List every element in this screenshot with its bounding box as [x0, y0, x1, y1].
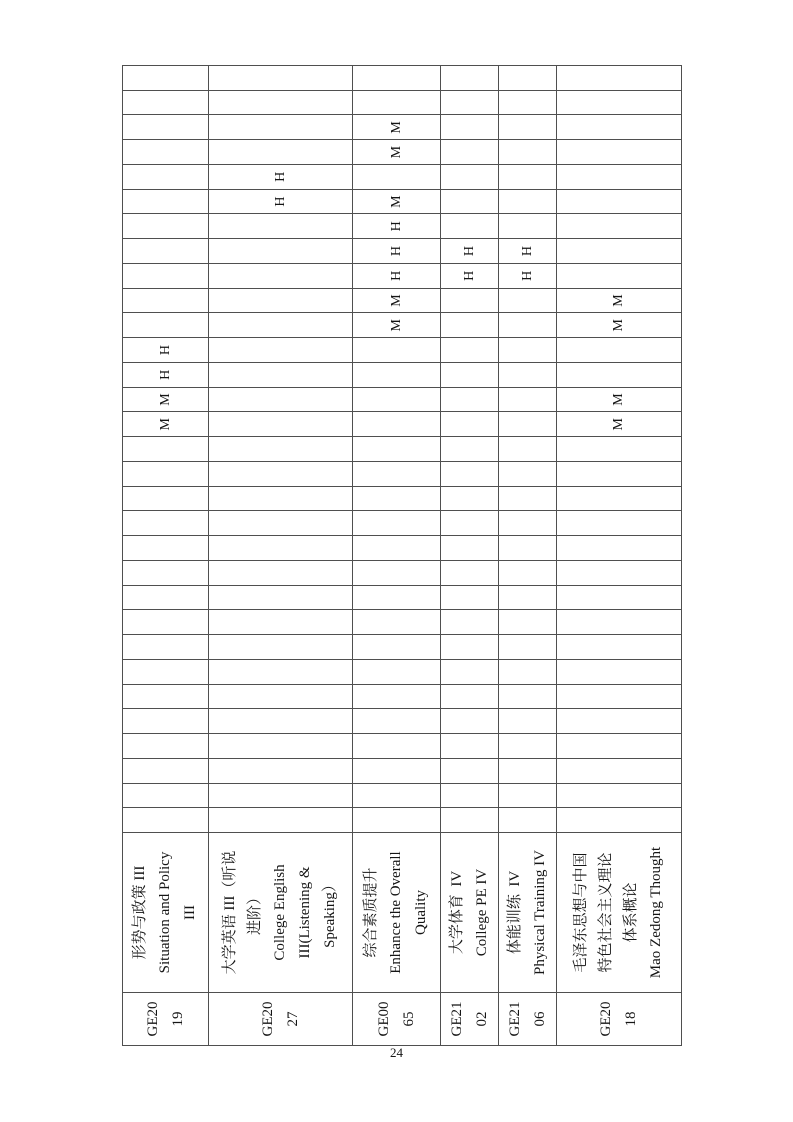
matrix-empty-cell — [499, 436, 557, 461]
course-name-line: 毛泽东思想与中国 — [573, 852, 589, 973]
matrix-mark-cell: H — [499, 238, 557, 263]
matrix-empty-cell — [209, 708, 353, 733]
matrix-empty-cell — [557, 337, 682, 362]
matrix-empty-cell — [557, 362, 682, 387]
matrix-empty-cell — [499, 783, 557, 808]
matrix-empty-cell — [557, 560, 682, 585]
matrix-empty-cell — [353, 461, 441, 486]
matrix-empty-cell — [499, 337, 557, 362]
matrix-empty-cell — [499, 213, 557, 238]
course-code-line: 02 — [473, 1011, 490, 1027]
matrix-empty-cell — [209, 288, 353, 313]
matrix-empty-cell — [499, 486, 557, 511]
matrix-empty-cell — [353, 560, 441, 585]
matrix-empty-cell — [441, 213, 499, 238]
matrix-empty-cell — [209, 263, 353, 288]
matrix-empty-cell — [557, 807, 682, 832]
matrix-empty-cell — [123, 486, 209, 511]
course-name-line: III(Listening & — [297, 866, 313, 959]
curriculum-table — [122, 65, 682, 1046]
course-code-line: 27 — [284, 1011, 301, 1027]
matrix-empty-cell — [499, 659, 557, 684]
matrix-empty-cell — [557, 535, 682, 560]
matrix-empty-cell — [557, 659, 682, 684]
course-name-line: 特色社会主义理论 — [598, 852, 614, 973]
matrix-empty-cell — [123, 634, 209, 659]
matrix-empty-cell — [209, 684, 353, 709]
course-name-line: 综合素质提升 — [363, 867, 379, 958]
matrix-empty-cell — [209, 387, 353, 412]
matrix-empty-cell — [441, 114, 499, 139]
matrix-empty-cell — [353, 708, 441, 733]
matrix-empty-cell — [441, 65, 499, 90]
matrix-empty-cell — [209, 634, 353, 659]
matrix-empty-cell — [499, 634, 557, 659]
matrix-empty-cell — [209, 411, 353, 436]
matrix-empty-cell — [557, 708, 682, 733]
matrix-empty-cell — [353, 411, 441, 436]
course-name-line: Quality — [413, 890, 429, 935]
matrix-empty-cell — [557, 114, 682, 139]
matrix-empty-cell — [353, 758, 441, 783]
matrix-empty-cell — [209, 139, 353, 164]
matrix-empty-cell — [353, 387, 441, 412]
matrix-empty-cell — [209, 659, 353, 684]
matrix-empty-cell — [557, 684, 682, 709]
course-code-line: GE21 — [448, 1001, 465, 1037]
matrix-empty-cell — [557, 609, 682, 634]
matrix-empty-cell — [441, 189, 499, 214]
matrix-empty-cell — [123, 164, 209, 189]
matrix-empty-cell — [499, 560, 557, 585]
matrix-empty-cell — [441, 783, 499, 808]
course-name-line: College PE IV — [473, 868, 490, 957]
course-code-line: GE20 — [598, 1001, 614, 1037]
matrix-empty-cell — [123, 114, 209, 139]
matrix-empty-cell — [499, 411, 557, 436]
matrix-empty-cell — [209, 535, 353, 560]
matrix-mark-cell: H — [499, 263, 557, 288]
matrix-mark-cell: H — [123, 337, 209, 362]
matrix-mark-cell: H — [441, 263, 499, 288]
course-name-line: Mao Zedong Thought — [648, 846, 664, 979]
matrix-empty-cell — [123, 807, 209, 832]
matrix-empty-cell — [353, 90, 441, 115]
course-code-cell — [557, 992, 682, 1045]
matrix-empty-cell — [441, 560, 499, 585]
matrix-mark-cell: M — [557, 387, 682, 412]
matrix-empty-cell — [353, 164, 441, 189]
matrix-empty-cell — [123, 461, 209, 486]
matrix-empty-cell — [557, 486, 682, 511]
matrix-empty-cell — [123, 758, 209, 783]
matrix-empty-cell — [209, 436, 353, 461]
matrix-empty-cell — [441, 758, 499, 783]
matrix-empty-cell — [123, 510, 209, 535]
matrix-empty-cell — [353, 659, 441, 684]
matrix-empty-cell — [123, 238, 209, 263]
course-code-cell — [123, 992, 209, 1045]
matrix-mark-cell: H — [209, 164, 353, 189]
course-code-line: GE00 — [375, 1001, 392, 1037]
course-name-line: 进阶） — [247, 890, 263, 936]
course-code-line: 18 — [623, 1011, 639, 1027]
matrix-mark-cell: H — [209, 189, 353, 214]
matrix-empty-cell — [499, 684, 557, 709]
course-name-line: Situation and Policy — [157, 851, 173, 974]
matrix-empty-cell — [557, 634, 682, 659]
course-name-line: III — [182, 905, 198, 920]
matrix-empty-cell — [441, 362, 499, 387]
matrix-empty-cell — [353, 807, 441, 832]
page-number: 24 — [390, 1045, 403, 1060]
matrix-empty-cell — [353, 535, 441, 560]
matrix-empty-cell — [557, 213, 682, 238]
course-code-line: 19 — [169, 1011, 186, 1027]
matrix-empty-cell — [499, 65, 557, 90]
matrix-empty-cell — [353, 486, 441, 511]
matrix-empty-cell — [209, 213, 353, 238]
matrix-empty-cell — [499, 461, 557, 486]
course-name-line: 大学英语 III（听说 — [222, 850, 238, 975]
matrix-empty-cell — [123, 65, 209, 90]
matrix-empty-cell — [123, 783, 209, 808]
matrix-empty-cell — [441, 634, 499, 659]
matrix-empty-cell — [441, 659, 499, 684]
matrix-mark-cell: H — [441, 238, 499, 263]
matrix-empty-cell — [353, 585, 441, 610]
course-name-cell — [557, 832, 682, 992]
matrix-empty-cell — [557, 510, 682, 535]
matrix-empty-cell — [123, 436, 209, 461]
course-name-cell — [353, 832, 441, 992]
matrix-empty-cell — [557, 436, 682, 461]
matrix-mark-cell: M — [557, 288, 682, 313]
matrix-empty-cell — [353, 733, 441, 758]
course-name-cell — [123, 832, 209, 992]
matrix-empty-cell — [209, 585, 353, 610]
matrix-empty-cell — [557, 90, 682, 115]
matrix-empty-cell — [557, 189, 682, 214]
matrix-empty-cell — [353, 609, 441, 634]
matrix-empty-cell — [499, 585, 557, 610]
matrix-empty-cell — [209, 486, 353, 511]
matrix-empty-cell — [209, 609, 353, 634]
matrix-mark-cell: H — [353, 263, 441, 288]
matrix-empty-cell — [123, 708, 209, 733]
matrix-empty-cell — [209, 65, 353, 90]
matrix-empty-cell — [499, 733, 557, 758]
matrix-empty-cell — [353, 783, 441, 808]
matrix-empty-cell — [557, 164, 682, 189]
matrix-empty-cell — [123, 312, 209, 337]
matrix-empty-cell — [209, 733, 353, 758]
matrix-empty-cell — [441, 486, 499, 511]
matrix-mark-cell: M — [557, 312, 682, 337]
course-name-line: 体能训练 IV — [506, 870, 523, 955]
matrix-empty-cell — [123, 189, 209, 214]
matrix-empty-cell — [557, 461, 682, 486]
course-name-line: Speaking） — [322, 877, 338, 948]
matrix-mark-cell: M — [123, 411, 209, 436]
matrix-empty-cell — [441, 139, 499, 164]
matrix-empty-cell — [499, 609, 557, 634]
matrix-empty-cell — [209, 783, 353, 808]
course-name-line: 形势与政策 III — [132, 865, 148, 960]
matrix-mark-cell: M — [353, 189, 441, 214]
matrix-empty-cell — [499, 139, 557, 164]
course-name-line: Physical Training IV — [531, 850, 548, 976]
matrix-mark-cell: M — [353, 288, 441, 313]
matrix-empty-cell — [123, 139, 209, 164]
matrix-empty-cell — [557, 783, 682, 808]
course-code-line: GE21 — [506, 1001, 523, 1037]
matrix-empty-cell — [209, 238, 353, 263]
matrix-empty-cell — [209, 560, 353, 585]
course-code-cell — [353, 992, 441, 1045]
matrix-empty-cell — [499, 90, 557, 115]
matrix-empty-cell — [441, 288, 499, 313]
matrix-empty-cell — [557, 238, 682, 263]
matrix-empty-cell — [499, 387, 557, 412]
matrix-empty-cell — [557, 263, 682, 288]
matrix-empty-cell — [499, 114, 557, 139]
matrix-empty-cell — [499, 362, 557, 387]
matrix-empty-cell — [499, 189, 557, 214]
matrix-empty-cell — [557, 758, 682, 783]
course-name-line: 体系概论 — [623, 882, 639, 943]
matrix-empty-cell — [441, 411, 499, 436]
course-code-line: 06 — [531, 1011, 548, 1027]
matrix-mark-cell: H — [353, 238, 441, 263]
matrix-empty-cell — [441, 535, 499, 560]
course-name-cell — [499, 832, 557, 992]
matrix-empty-cell — [557, 65, 682, 90]
matrix-mark-cell: M — [353, 114, 441, 139]
matrix-empty-cell — [209, 114, 353, 139]
matrix-empty-cell — [209, 510, 353, 535]
matrix-empty-cell — [123, 213, 209, 238]
matrix-empty-cell — [123, 90, 209, 115]
matrix-empty-cell — [209, 758, 353, 783]
matrix-empty-cell — [499, 535, 557, 560]
matrix-empty-cell — [441, 461, 499, 486]
matrix-empty-cell — [557, 733, 682, 758]
matrix-empty-cell — [441, 90, 499, 115]
matrix-empty-cell — [441, 312, 499, 337]
matrix-empty-cell — [499, 708, 557, 733]
course-name-line: 大学体育 IV — [448, 870, 465, 955]
matrix-empty-cell — [499, 288, 557, 313]
matrix-empty-cell — [209, 362, 353, 387]
matrix-empty-cell — [353, 684, 441, 709]
matrix-empty-cell — [499, 164, 557, 189]
course-code-cell — [209, 992, 353, 1045]
matrix-empty-cell — [353, 436, 441, 461]
matrix-empty-cell — [123, 609, 209, 634]
matrix-mark-cell: H — [123, 362, 209, 387]
matrix-empty-cell — [123, 560, 209, 585]
matrix-empty-cell — [441, 337, 499, 362]
course-code-line: 65 — [400, 1011, 417, 1027]
rotated-table-wrapper — [122, 66, 681, 1046]
matrix-empty-cell — [441, 510, 499, 535]
course-name-line: Enhance the Overall — [388, 851, 404, 974]
matrix-empty-cell — [209, 90, 353, 115]
matrix-empty-cell — [353, 362, 441, 387]
matrix-empty-cell — [209, 807, 353, 832]
course-name-cell — [209, 832, 353, 992]
matrix-empty-cell — [123, 684, 209, 709]
matrix-empty-cell — [123, 263, 209, 288]
matrix-empty-cell — [123, 659, 209, 684]
matrix-empty-cell — [499, 510, 557, 535]
course-code-cell — [499, 992, 557, 1045]
matrix-empty-cell — [353, 65, 441, 90]
matrix-empty-cell — [441, 807, 499, 832]
matrix-empty-cell — [441, 733, 499, 758]
matrix-mark-cell: M — [557, 411, 682, 436]
matrix-empty-cell — [209, 337, 353, 362]
matrix-empty-cell — [441, 684, 499, 709]
matrix-empty-cell — [209, 461, 353, 486]
matrix-empty-cell — [441, 436, 499, 461]
matrix-empty-cell — [499, 758, 557, 783]
course-name-cell — [441, 832, 499, 992]
matrix-empty-cell — [557, 139, 682, 164]
matrix-empty-cell — [353, 337, 441, 362]
matrix-empty-cell — [123, 288, 209, 313]
matrix-empty-cell — [499, 807, 557, 832]
matrix-mark-cell: M — [353, 312, 441, 337]
course-code-line: GE20 — [259, 1001, 276, 1037]
matrix-empty-cell — [441, 585, 499, 610]
matrix-empty-cell — [441, 387, 499, 412]
matrix-mark-cell: M — [123, 387, 209, 412]
matrix-empty-cell — [441, 609, 499, 634]
matrix-empty-cell — [353, 634, 441, 659]
matrix-empty-cell — [123, 585, 209, 610]
matrix-empty-cell — [123, 733, 209, 758]
course-code-cell — [441, 992, 499, 1045]
course-code-line: GE20 — [144, 1001, 161, 1037]
matrix-empty-cell — [123, 535, 209, 560]
matrix-empty-cell — [209, 312, 353, 337]
matrix-mark-cell: H — [353, 213, 441, 238]
matrix-empty-cell — [557, 585, 682, 610]
matrix-empty-cell — [353, 510, 441, 535]
matrix-empty-cell — [441, 164, 499, 189]
matrix-mark-cell: M — [353, 139, 441, 164]
matrix-empty-cell — [441, 708, 499, 733]
course-name-line: College English — [272, 864, 288, 961]
matrix-empty-cell — [499, 312, 557, 337]
